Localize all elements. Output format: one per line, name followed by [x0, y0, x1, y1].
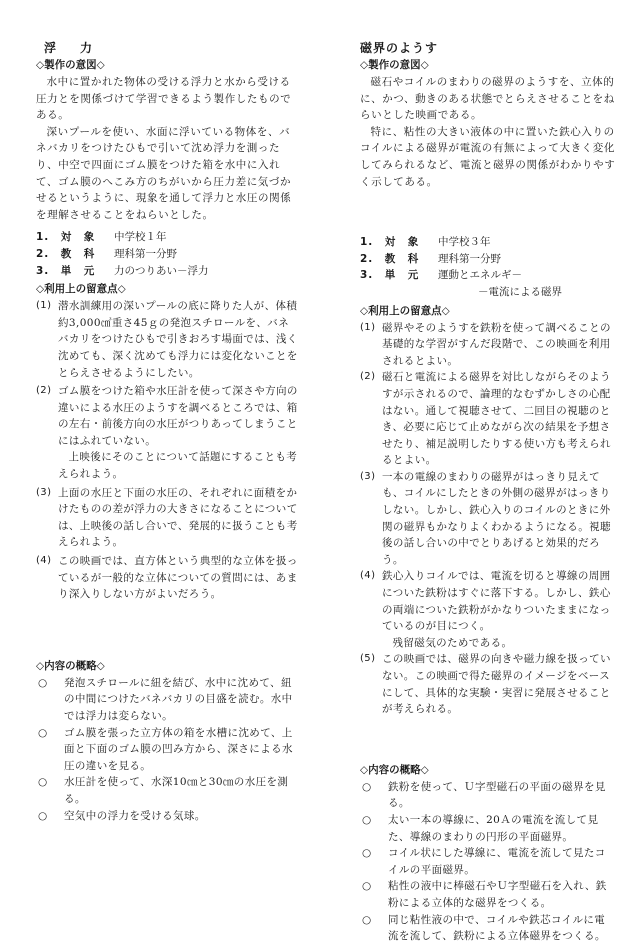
meta-value: 中学校３年: [438, 236, 491, 249]
right-note-item: [360, 369, 616, 469]
right-title: 磁界のようす: [360, 41, 439, 55]
right-intent-heading: ◇製作の意図◇: [360, 59, 429, 71]
meta-key: 1. 対 象: [360, 236, 420, 249]
right-summary-item: [360, 878, 616, 911]
right-meta: [360, 234, 616, 300]
meta-key: 3. 単 元: [36, 264, 96, 277]
bullet-icon: ○: [38, 776, 48, 789]
bullet-icon: ○: [362, 847, 372, 860]
note-text: 磁石と電流による磁界を対比しながらそのようすが示されるので、論理的なむずかしさの心配はない。通して視聴させて、二回目の視聴のとき、必要に応じて止めながら次の結果を予想させたり、補足説明したりする使い方も考えられるとよい。: [382, 371, 611, 467]
bullet-icon: ○: [362, 880, 372, 893]
bullet-icon: ○: [38, 676, 48, 689]
note-number: (2): [360, 371, 376, 383]
right-note-item: [360, 568, 616, 634]
meta-value: 理科第一分野: [114, 247, 177, 260]
left-meta-row: [36, 246, 298, 263]
note-number: (1): [360, 321, 376, 333]
meta-key: 1. 対 象: [36, 231, 96, 244]
left-meta: [36, 229, 298, 279]
left-summary-item: [36, 774, 298, 807]
right-intent-paragraph: 磁石やコイルのまわりの磁界のようすを、立体的に、かつ、動きのある状態でとらえさせることをねらいとした映画である。: [360, 76, 615, 122]
bullet-icon: ○: [38, 809, 48, 822]
bullet-icon: ○: [38, 726, 48, 739]
note-subtext: 残留磁気のためである。: [392, 636, 513, 649]
bullet-icon: ○: [362, 780, 372, 793]
note-subtext: 上映後にそのことについて話題にすることも考えられよう。: [58, 451, 298, 481]
left-intent-paragraph: 深いプールを使い、水面に浮いている物体を、バネバカリをつけたひもで引いて沈め浮力を測ったり、中空で四面にゴム膜をつけた箱を水中に入れて、ゴム膜のへこみ方のちがいから圧力差に気づかせるというように、現象を通して浮力と水圧の関係を理解させることをねらいとした。: [36, 125, 292, 221]
note-number: (3): [360, 470, 376, 482]
bullet-icon: ○: [362, 813, 372, 826]
meta-value: 中学校１年: [114, 231, 167, 244]
note-number: (2): [36, 385, 52, 397]
meta-key: 2. 教 科: [36, 247, 96, 260]
summary-text: 粘性の液中に棒磁石やＵ字型磁石を入れ、鉄粉による立体的な磁界をつくる。: [388, 880, 607, 909]
note-text: 磁界やそのようすを鉄粉を使って調べることの基礎的な学習がすんだ段階で、この映画を利用されるとよい。: [382, 321, 611, 367]
left-meta-row: [36, 263, 298, 280]
summary-text: 太い一本の導線に、20Ａの電流を流して見た、導線のまわりの円形の平面磁界。: [388, 813, 599, 843]
left-summary-item: [36, 725, 298, 775]
meta-continuation: －電流による磁界: [478, 285, 562, 298]
left-note-item: [36, 485, 298, 551]
summary-text: コイル状にした導線に、電流を流して見たコイルの平面磁界。: [388, 847, 606, 876]
left-note-item: [36, 553, 298, 603]
bullet-icon: ○: [362, 913, 372, 926]
right-summary-heading: ◇内容の概略◇: [360, 763, 429, 776]
summary-text: 鉄粉を使って、Ｕ字型磁石の平面の磁界を見る。: [388, 780, 606, 810]
meta-value: 理科第一分野: [438, 252, 501, 265]
right-summary-item: [360, 845, 616, 878]
right-meta-row: [360, 251, 616, 268]
summary-text: 同じ粘性液の中で、コイルや鉄芯コイルに電流を流して、鉄粉による立体磁界をつくる。: [388, 913, 606, 943]
meta-key: 2. 教 科: [360, 252, 420, 265]
left-notes-heading: ◇利用上の留意点◇: [36, 283, 126, 296]
summary-text: ゴム膜を張った立方体の箱を水槽に沈めて、上面と下面のゴム膜の凹み方から、深さによる水圧の違いを見る。: [64, 726, 293, 772]
left-intent-heading: ◇製作の意図◇: [36, 59, 105, 71]
left-intent-paragraph: 水中に置かれた物体の受ける浮力と水から受ける圧力とを関係づけて学習できるよう製作したものである。: [36, 76, 292, 122]
right-notes-heading: ◇利用上の留意点◇: [360, 304, 450, 317]
right-meta-row: [360, 234, 616, 251]
left-title: 浮 力: [44, 41, 99, 55]
right-column: [360, 40, 616, 945]
meta-value: 運動とエネルギ－: [438, 269, 522, 282]
left-summary-heading: ◇内容の概略◇: [36, 659, 105, 672]
left-meta-row: [36, 229, 298, 246]
note-text: 上面の水圧と下面の水圧の、それぞれに面積をかけたものの差が浮力の大きさになることについては、上映後の話し合いで、発展的に扱うことも考えられよう。: [58, 486, 298, 549]
left-note-item: [36, 298, 298, 381]
note-text: 鉄心入りコイルでは、電流を切ると導線の周囲についた鉄粉はすぐに落下する。しかし、鉄心の両端についた鉄粉がかなりついたままになっているのが目につく。: [382, 570, 611, 633]
summary-text: 水圧計を使って、水深10㎝と30㎝の水圧を測る。: [64, 776, 289, 805]
note-number: (5): [360, 653, 376, 665]
right-meta-row: [360, 267, 616, 284]
right-summary-item: [360, 812, 616, 845]
note-text: この映画では、直方体という典型的な立体を扱っているが一般的な立体についての質問には、あまり深入りしない方がよいだろう。: [58, 555, 298, 601]
left-note-item: [36, 383, 298, 449]
note-text: 潜水訓練用の深いプールの底に降りた人が、体積約3,000㎤重さ45ｇの発泡スチロールを、バネバカリをつけたひもで引きおろす場面では、浅く沈めても、深く沈めても浮力には変化ないことをとらえさせるようにしたい。: [58, 300, 298, 379]
right-note-item: [360, 651, 616, 717]
note-number: (1): [36, 300, 52, 312]
right-intent-paragraph: 特に、粘性の大きい液体の中に置いた鉄心入りのコイルによる磁界が電流の有無によって大きく変化してみられるなど、電流と磁界の関係がわかりやすく示してある。: [360, 125, 616, 188]
meta-value: 力のつりあい－浮力: [114, 264, 209, 277]
right-note-item: [360, 469, 616, 569]
note-text: 一本の電線のまわりの磁界がはっきり見えても、コイルにしたときの外側の磁界がはっきりしない。しかし、鉄心入りのコイルのときに外関の磁界もかなりよくわかるようになる。視聴後の話し合いの中でとりあげると効果的だろう。: [382, 470, 611, 566]
meta-key: 3. 単 元: [360, 269, 420, 282]
note-number: (4): [360, 570, 376, 582]
right-summary-item: [360, 912, 616, 945]
note-number: (4): [36, 555, 52, 567]
right-summary-item: [360, 779, 616, 812]
left-column: [36, 40, 298, 824]
summary-text: 空気中の浮力を受ける気球。: [64, 809, 206, 822]
left-summary-item: [36, 675, 298, 725]
note-text: ゴム膜をつけた箱や水圧計を使って深さや方向の違いによる水圧のようすを調べるところでは、箱の左右・前後方向の水圧がつりあってしまうことにはふれていない。: [58, 385, 298, 447]
left-summary-item: [36, 808, 298, 825]
right-note-item: [360, 320, 616, 370]
note-number: (3): [36, 486, 52, 498]
note-text: この映画では、磁界の向きや磁力線を扱っていない。この映画で得た磁界のイメージをベースにして、具体的な実験・実習に発展させることが考えられる。: [382, 653, 611, 716]
summary-text: 発泡スチロールに紐を結び、水中に沈めて、紐の中間につけたバネバカリの目盛を読む。水中では浮力は変らない。: [64, 676, 293, 722]
